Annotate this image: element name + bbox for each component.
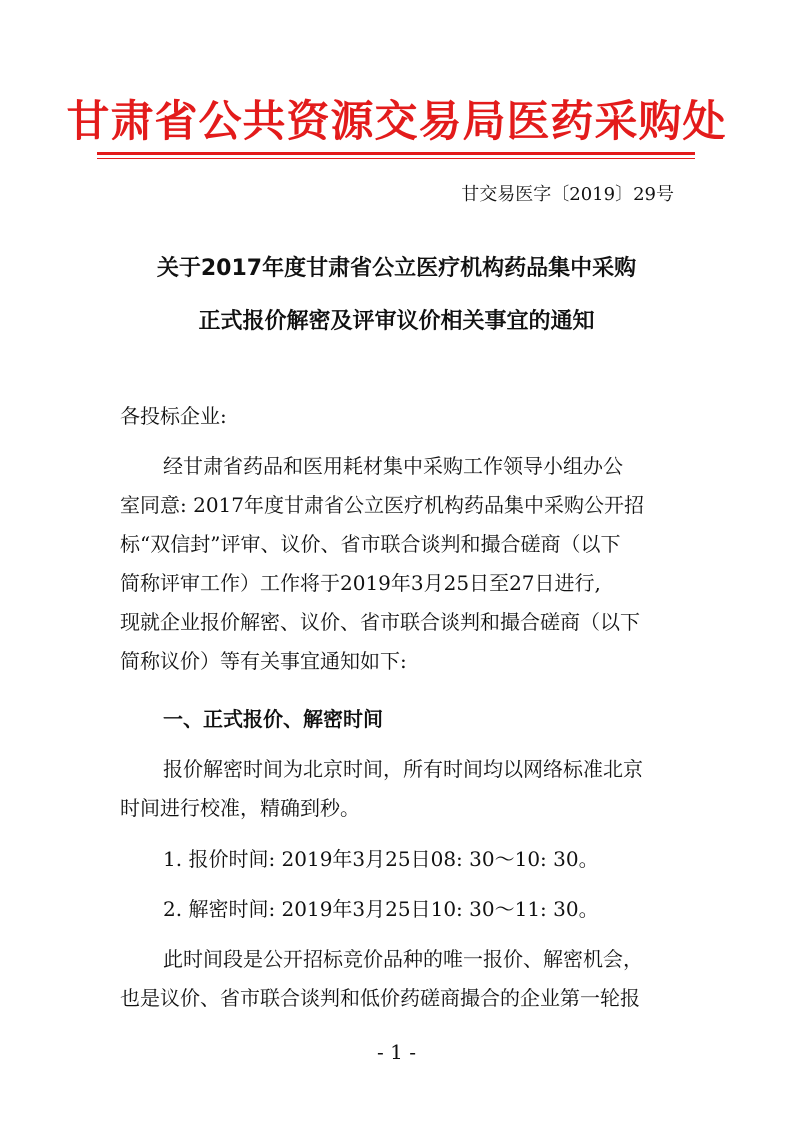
header-divider-thin: [97, 158, 695, 159]
closing-line: 也是议价、省市联合谈判和低价药磋商撮合的企业第一轮报: [120, 986, 640, 1010]
org-header-title: 甘肃省公共资源交易局医药采购处: [66, 97, 727, 147]
intro-line: 标“双信封”评审、议价、省市联合谈判和撮合磋商（以下: [120, 532, 621, 556]
decrypt-time-item: 2. 解密时间: 2019年3月25日10: 30～11: 30。: [163, 897, 599, 921]
section-1-paragraph-line: 时间进行校准，精确到秒。: [120, 796, 360, 820]
section-1-heading: 一、正式报价、解密时间: [163, 707, 383, 731]
intro-line: 简称评审工作）工作将于2019年3月25日至27日进行,: [120, 571, 601, 595]
page-number: - 1 -: [377, 1040, 416, 1064]
salutation: 各投标企业:: [120, 404, 227, 428]
notice-title-line-2: 正式报价解密及评审议价相关事宜的通知: [198, 309, 595, 334]
quote-time-item: 1. 报价时间: 2019年3月25日08: 30～10: 30。: [163, 847, 599, 871]
section-1-paragraph-line: 报价解密时间为北京时间，所有时间均以网络标准北京: [163, 757, 643, 781]
notice-title-line-1: 关于2017年度甘肃省公立医疗机构药品集中采购: [156, 256, 637, 281]
document-number: 甘交易医字〔2019〕29号: [461, 184, 674, 205]
intro-line: 经甘肃省药品和医用耗材集中采购工作领导小组办公: [163, 454, 623, 478]
intro-line: 简称议价）等有关事宜通知如下:: [120, 649, 407, 673]
header-divider-thick: [97, 152, 695, 155]
closing-line: 此时间段是公开招标竞价品种的唯一报价、解密机会，: [163, 947, 643, 971]
intro-line: 室同意: 2017年度甘肃省公立医疗机构药品集中采购公开招: [120, 493, 644, 517]
intro-line: 现就企业报价解密、议价、省市联合谈判和撮合磋商（以下: [120, 610, 640, 634]
